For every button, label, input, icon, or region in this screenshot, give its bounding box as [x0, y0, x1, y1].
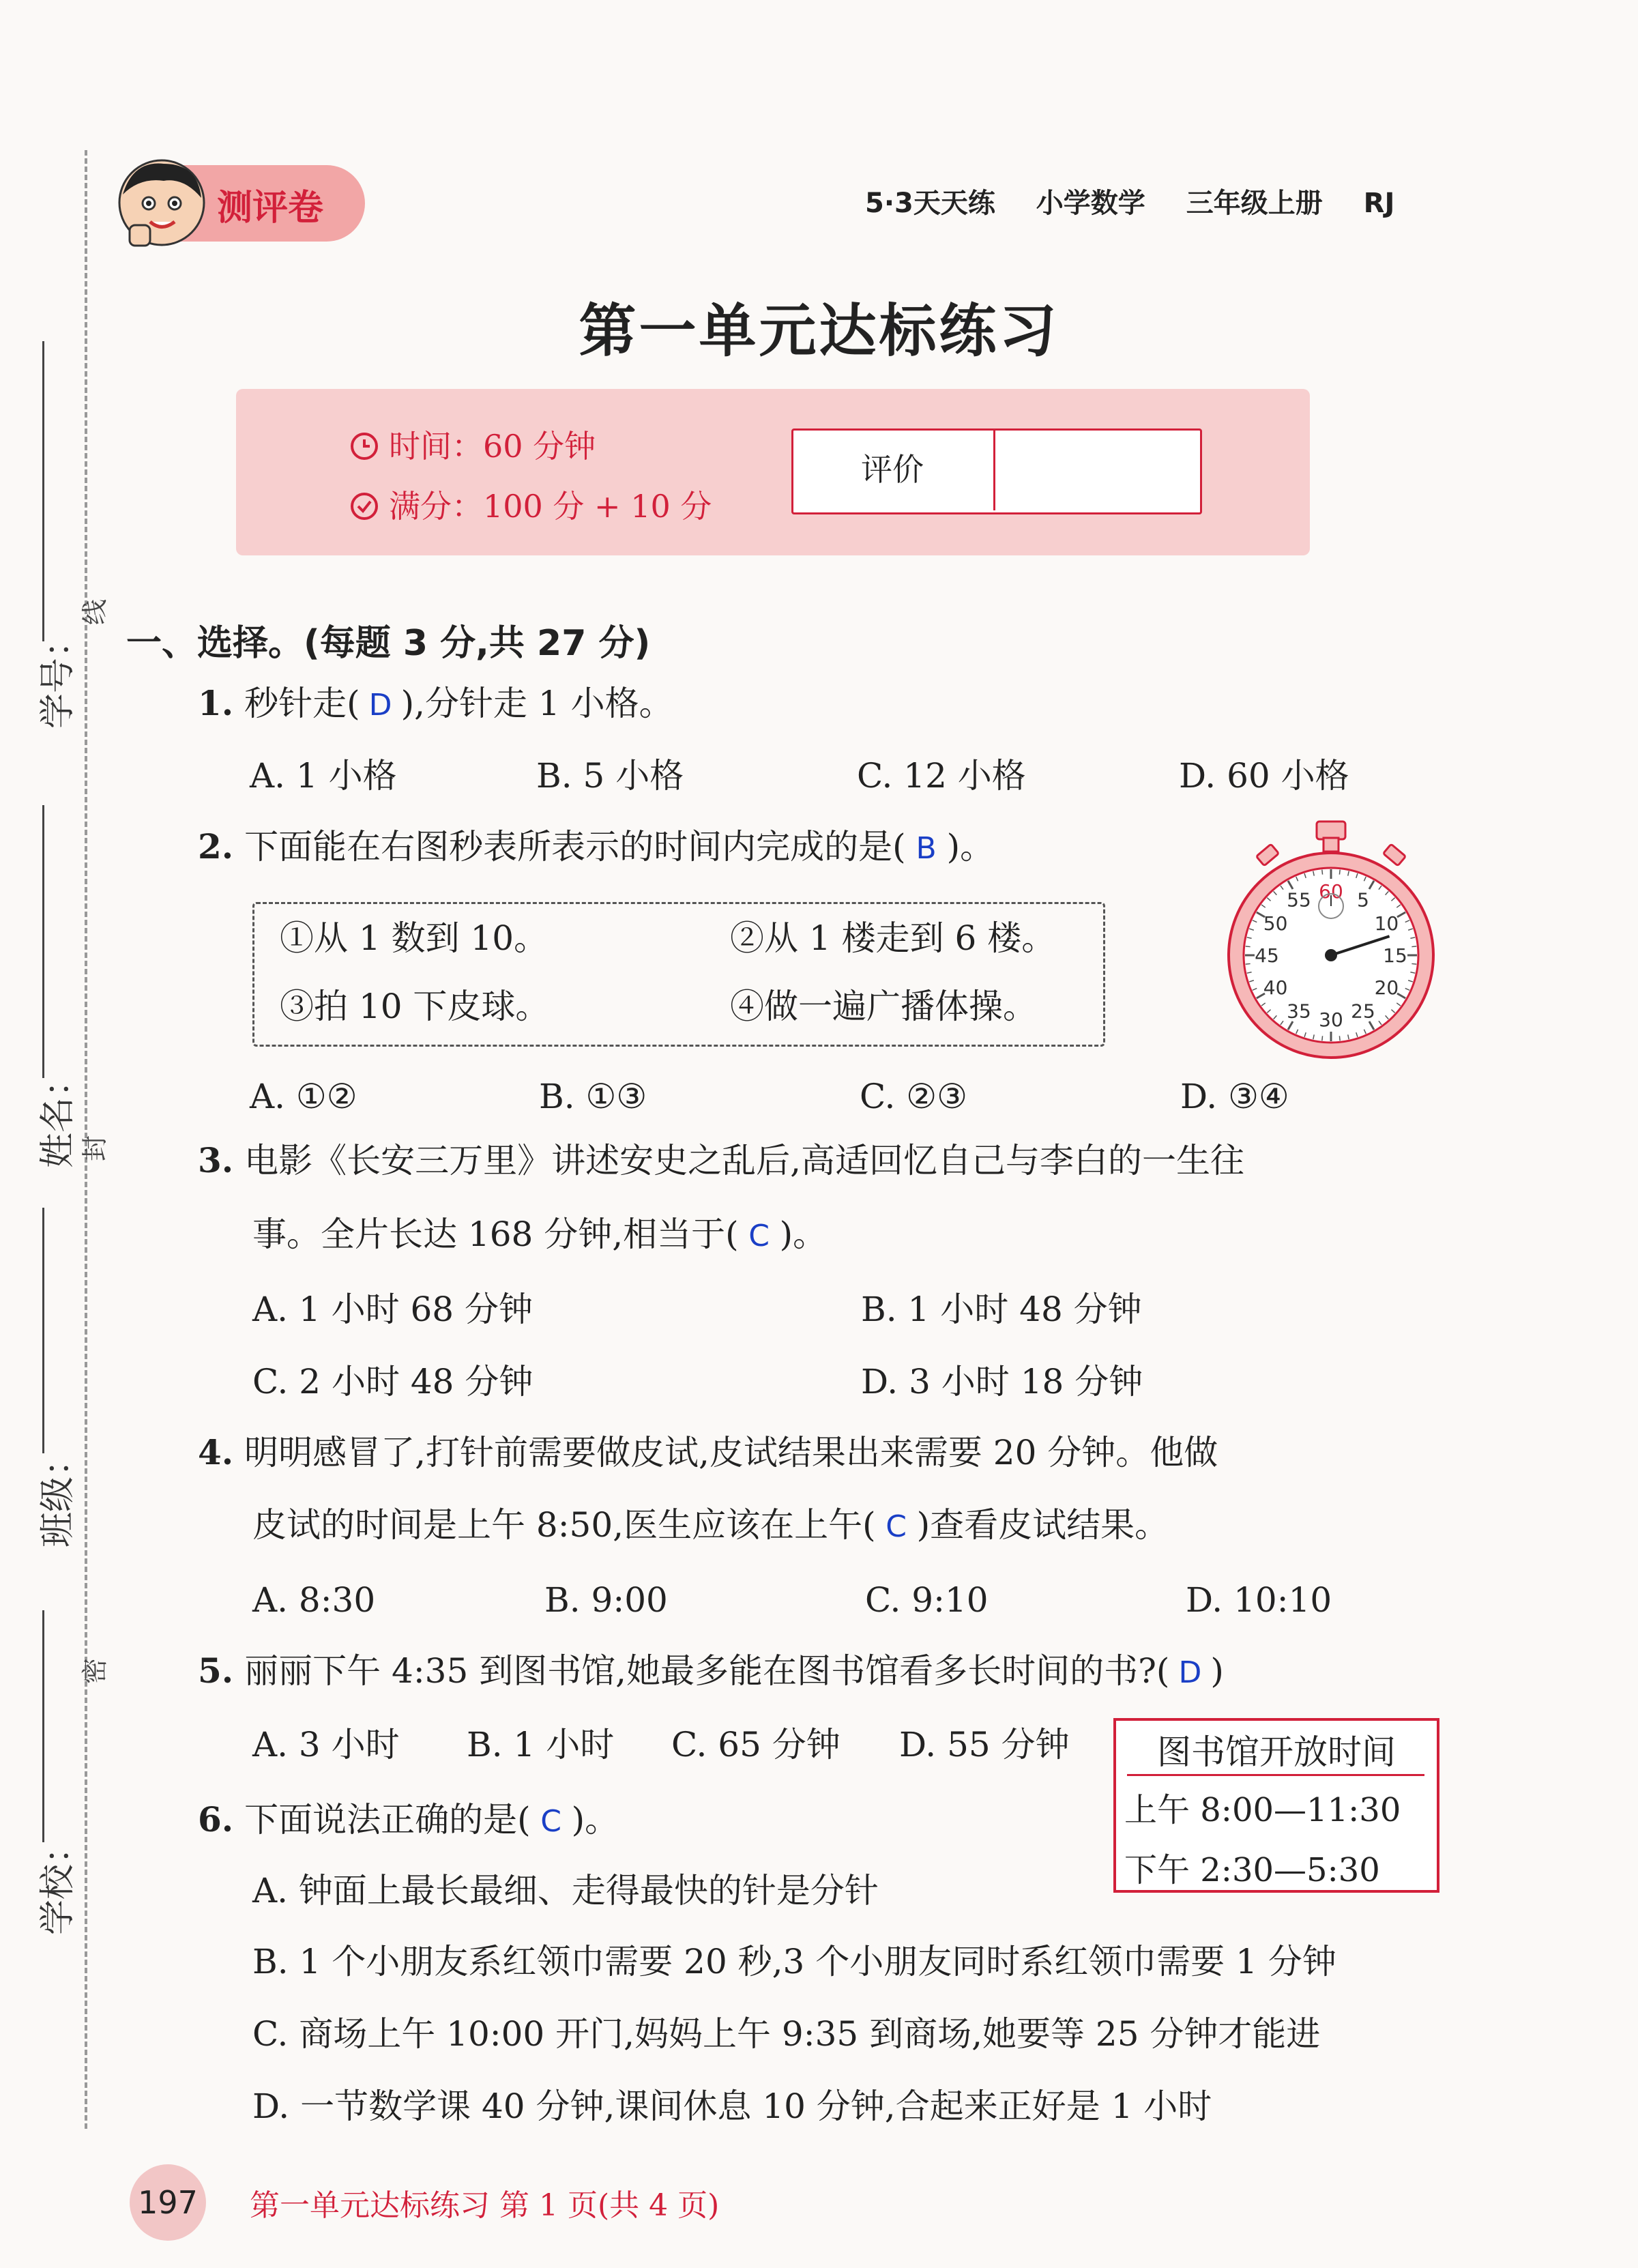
option-a: A. 1 小时 68 分钟 [252, 1290, 533, 1329]
question-text: ),分针走 1 小格。 [400, 684, 673, 723]
question-6 [198, 1799, 619, 1840]
evaluation-value[interactable] [996, 431, 1194, 508]
question-text: 下面能在右图秒表所表示的时间内完成的是( [244, 827, 906, 867]
stopwatch-tick [1246, 946, 1251, 947]
option-a: A. 3 小时 [252, 1725, 400, 1764]
stopwatch-mark: 35 [1287, 1000, 1311, 1023]
time-limit [349, 422, 596, 467]
student-id-label: 学号： [38, 622, 78, 729]
option-b: B. 9:00 [544, 1580, 668, 1620]
book-info [865, 181, 1394, 220]
question-text: )。 [571, 1800, 619, 1840]
question-text: )。 [946, 827, 995, 867]
stopwatch-mark: 10 [1374, 912, 1399, 935]
answer-mark: D [368, 688, 392, 723]
stopwatch-tick [1412, 946, 1416, 947]
full-score [349, 482, 712, 527]
question-4-line2 [252, 1505, 1169, 1545]
option-b: B. 1 小时 48 分钟 [861, 1290, 1142, 1329]
stopwatch-mark: 15 [1383, 944, 1407, 967]
question-3 [198, 1140, 1245, 1180]
question-2 [198, 826, 995, 867]
name-field[interactable] [42, 805, 44, 1078]
section-heading: 一、选择。(每题 3 分,共 27 分) [126, 623, 651, 664]
question-text: ) [1210, 1651, 1224, 1691]
question-text: )查看皮试结果。 [916, 1505, 1169, 1545]
stopwatch-tick [1246, 963, 1251, 964]
question-number: 6. [198, 1799, 234, 1840]
question-number: 1. [198, 683, 234, 723]
footer-caption: 第一单元达标练习 第 1 页(共 4 页) [250, 2188, 720, 2223]
question-4 [198, 1432, 1218, 1472]
question-text: 丽丽下午 4:35 到图书馆,她最多能在图书馆看多长时间的书?( [244, 1651, 1170, 1691]
page-title: 第一单元达标练习 [579, 297, 1059, 364]
stopwatch-tick [1412, 963, 1416, 964]
option-a: A. 8:30 [252, 1580, 376, 1620]
answer-mark: B [916, 831, 937, 866]
question-text: 下面说法正确的是( [244, 1800, 531, 1840]
option-d: D. 55 分钟 [899, 1725, 1070, 1764]
stopwatch-mark: 40 [1263, 976, 1288, 999]
question-number: 2. [198, 826, 234, 867]
stopwatch-mark: 20 [1374, 976, 1399, 999]
option-c: C. ②③ [860, 1077, 967, 1116]
question-text: 电影《长安三万里》讲述安史之乱后,高适回忆自己与李白的一生往 [244, 1141, 1245, 1180]
edition-code: RJ [1363, 188, 1395, 219]
subject-name: 小学数学 [1036, 188, 1145, 219]
stopwatch-tick [1339, 870, 1340, 875]
option-b: B. 5 小格 [536, 756, 684, 796]
question-text: 皮试的时间是上午 8:50,医生应该在上午( [252, 1505, 876, 1545]
question-3-line2 [252, 1215, 828, 1254]
seal-char-seal: 封 [80, 1135, 110, 1161]
check-circle-icon [349, 491, 379, 521]
library-hours-title: 图书馆开放时间 [1157, 1732, 1396, 1772]
student-id-field[interactable] [42, 341, 44, 641]
grade-name: 三年级上册 [1186, 188, 1323, 219]
mascot-icon [116, 157, 208, 249]
option-a: A. ①② [250, 1077, 357, 1116]
stopwatch-mark: 60 [1319, 880, 1343, 903]
option-d: D. 10:10 [1186, 1580, 1332, 1620]
question-number: 3. [198, 1140, 234, 1180]
option-b: B. 1 小时 [467, 1725, 615, 1764]
school-label: 学校： [38, 1828, 78, 1935]
option-c: C. 65 分钟 [671, 1725, 840, 1764]
activity-item: ①从 1 数到 10。 [280, 918, 549, 958]
option-b: B. 1 个小朋友系红领巾需要 20 秒,3 个小朋友同时系红领巾需要 1 分钟 [252, 1942, 1336, 1981]
option-d: D. 一节数学课 40 分钟,课间休息 10 分钟,合起来正好是 1 小时 [252, 2087, 1212, 2126]
option-c: C. 12 小格 [857, 756, 1026, 796]
stopwatch-mark: 50 [1263, 912, 1288, 935]
name-label: 姓名： [38, 1061, 78, 1168]
library-hours-morning: 上午 8:00—11:30 [1124, 1791, 1401, 1829]
activity-item: ③拍 10 下皮球。 [280, 987, 550, 1026]
stopwatch-icon [1221, 819, 1439, 1064]
question-text: )。 [779, 1215, 828, 1254]
question-text: 明明感冒了,打针前需要做皮试,皮试结果出来需要 20 分钟。他做 [244, 1433, 1218, 1472]
answer-mark: C [540, 1804, 561, 1839]
class-label: 班级： [38, 1440, 78, 1547]
seal-char-line: 线 [80, 598, 110, 625]
option-d: D. 60 小格 [1179, 756, 1349, 796]
option-c: C. 2 小时 48 分钟 [252, 1362, 533, 1401]
seal-char-tight: 密 [80, 1657, 110, 1684]
time-limit-text: 时间：60 分钟 [389, 428, 596, 465]
option-c: C. 9:10 [865, 1580, 989, 1620]
option-d: D. 3 小时 18 分钟 [861, 1362, 1143, 1401]
question-text: 秒针走( [244, 684, 360, 723]
full-score-text: 满分：100 分 + 10 分 [389, 488, 712, 525]
answer-mark: C [748, 1219, 770, 1253]
evaluation-label: 评价 [791, 428, 995, 510]
activity-item: ④做一遍广播体操。 [730, 987, 1037, 1026]
clock-icon [349, 431, 379, 461]
badge-label: 测评卷 [217, 188, 324, 229]
stopwatch-tick [1339, 1036, 1340, 1041]
option-c: C. 商场上午 10:00 开门,妈妈上午 9:35 到商场,她要等 25 分钟才能进 [252, 2014, 1321, 2054]
option-a: A. 钟面上最长最细、走得最快的针是分针 [252, 1871, 879, 1910]
activity-item: ②从 1 楼走到 6 楼。 [730, 918, 1056, 958]
question-5 [198, 1651, 1224, 1691]
stopwatch-mark: 5 [1357, 888, 1369, 912]
option-b: B. ①③ [539, 1077, 647, 1116]
stopwatch-mark: 25 [1351, 1000, 1375, 1023]
option-a: A. 1 小格 [250, 756, 397, 796]
question-text: 事。全片长达 168 分钟,相当于( [252, 1215, 739, 1254]
question-1 [198, 683, 673, 723]
table-divider [1127, 1774, 1424, 1776]
question-number: 4. [198, 1432, 234, 1472]
stopwatch-mark: 45 [1255, 944, 1279, 967]
option-d: D. ③④ [1180, 1077, 1289, 1116]
stopwatch-tick [1322, 1036, 1323, 1041]
stopwatch-tick [1322, 870, 1323, 875]
answer-mark: C [886, 1509, 907, 1544]
question-number: 5. [198, 1651, 234, 1691]
stopwatch-mark: 55 [1287, 888, 1311, 912]
school-field[interactable] [42, 1610, 44, 1842]
library-hours-afternoon: 下午 2:30—5:30 [1124, 1851, 1380, 1889]
series-name: 5·3天天练 [865, 188, 995, 219]
class-field[interactable] [42, 1208, 44, 1453]
answer-mark: D [1178, 1655, 1202, 1690]
stopwatch-mark: 30 [1319, 1008, 1343, 1031]
page-number: 197 [130, 2164, 206, 2241]
